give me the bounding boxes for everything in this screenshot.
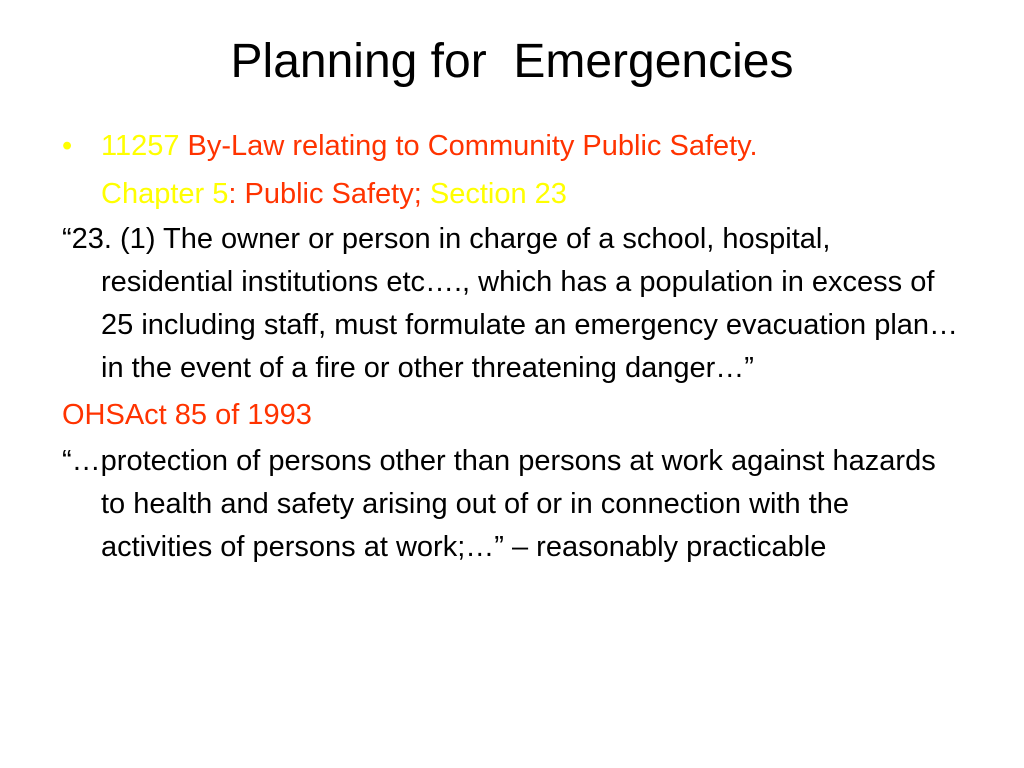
section-label: Section 23: [429, 178, 567, 210]
chapter-line: [62, 170, 962, 218]
bullet-icon: •: [62, 130, 73, 162]
chapter-name: : Public Safety;: [228, 178, 430, 210]
bylaw-bullet: [62, 122, 962, 170]
chapter-label: Chapter 5: [101, 178, 229, 210]
slide-title: Planning for Emergencies: [230, 35, 794, 88]
bylaw-number: 11257: [101, 130, 180, 162]
act-heading: OHSAct 85 of 1993: [62, 399, 312, 431]
act-quote: “…protection of persons other than persons at work against hazards to health and safety arising out of or in connection with the activities of persons at work;…” – reasonably practicable: [62, 445, 936, 563]
slide-body: [62, 122, 962, 569]
bylaw-quote: “23. (1) The owner or person in charge of a school, hospital, residential institutions etc…., which has a population in excess of 25 including staff, must formulate an emergency evacuation plan…in the event of a fire or other threatening danger…”: [62, 223, 959, 384]
bylaw-title: By-Law relating to Community Public Safety.: [179, 130, 758, 162]
